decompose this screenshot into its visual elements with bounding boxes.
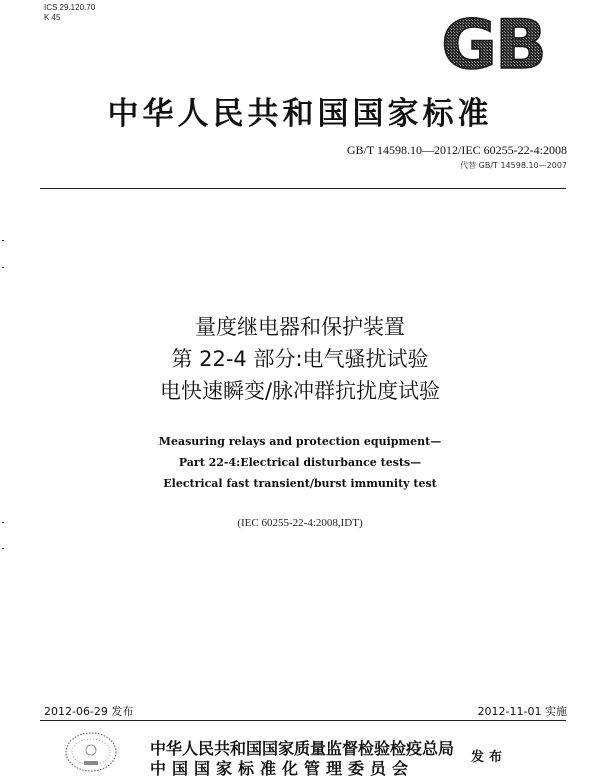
replaces-note: 代替 GB/T 14598.10—2007 bbox=[460, 161, 567, 170]
classification-codes bbox=[44, 3, 95, 23]
title-en-line-2: Part 22-4:Electrical disturbance tests— bbox=[178, 456, 422, 469]
publisher-line-2: 中国国家标准化管理委员会 bbox=[150, 759, 415, 778]
title-en-line-3: Electrical fast transient/burst immunity test bbox=[163, 477, 437, 490]
standard-title: 中华人民共和国国家标准 bbox=[107, 96, 493, 132]
title-cn-line-3: 电快速瞬变/脉冲群抗扰度试验 bbox=[159, 379, 441, 403]
publish-label: 发布 bbox=[471, 750, 508, 765]
margin-mark bbox=[2, 548, 4, 549]
seal-icon bbox=[62, 730, 120, 774]
margin-mark bbox=[2, 522, 4, 523]
title-cn-line-1: 量度继电器和保护装置 bbox=[195, 315, 405, 339]
title-en-line-1: Measuring relays and protection equipment— bbox=[158, 435, 442, 448]
bottom-divider bbox=[40, 720, 566, 721]
standard-number: GB/T 14598.10—2012/IEC 60255-22-4:2008 bbox=[346, 143, 567, 157]
implementation-date: 2012-11-01 实施 bbox=[477, 705, 567, 718]
ccs-code: K 45 bbox=[44, 13, 61, 22]
gb-logo-text: GB bbox=[441, 14, 545, 72]
publisher-line-1: 中华人民共和国国家质量监督检验检疫总局 bbox=[150, 739, 455, 758]
title-cn-line-2: 第 22-4 部分:电气骚扰试验 bbox=[171, 347, 429, 371]
ics-code: ICS 29.120.70 bbox=[44, 3, 96, 12]
margin-mark bbox=[2, 240, 4, 241]
issue-date: 2012-06-29 发布 bbox=[44, 705, 134, 718]
equivalence-note: (IEC 60255-22-4:2008,IDT) bbox=[237, 517, 363, 529]
gb-logo-icon bbox=[418, 14, 568, 72]
top-divider bbox=[40, 188, 566, 189]
margin-mark bbox=[2, 267, 4, 268]
